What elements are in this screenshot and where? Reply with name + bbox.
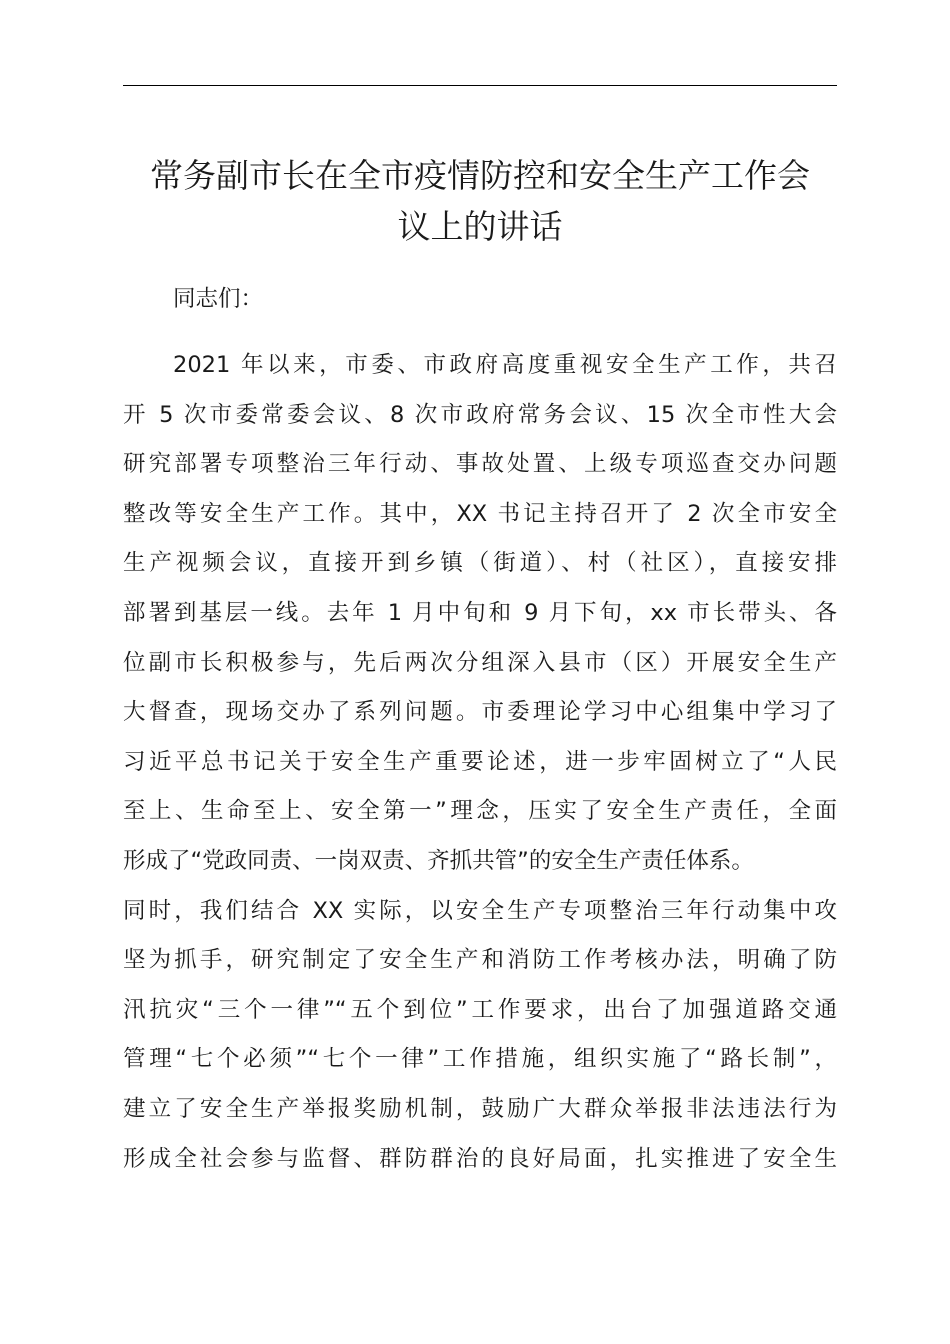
body-paragraph [123,348,837,1191]
body-line: 研究部署专项整治三年行动、事故处置、上级专项巡查交办问题 [123,451,837,478]
body-line: 开 5 次市委常委会议、8 次市政府常务会议、15 次全市性大会 [123,401,837,428]
body-line: 管理“七个必须”“七个一律”工作措施，组织实施了“路长制”， [123,1046,837,1073]
body-line: 形成全社会参与监督、群防群治的良好局面，扎实推进了安全生 [123,1145,837,1172]
title-line-2: 议上的讲话 [397,207,563,246]
body-line: 位副市长积极参与，先后两次分组深入县市（区）开展安全生产 [123,649,837,676]
body-line: 习近平总书记关于安全生产重要论述，进一步牢固树立了“人民 [123,748,837,775]
body-line: 大督查，现场交办了系列问题。市委理论学习中心组集中学习了 [123,699,837,726]
body-line: 建立了安全生产举报奖励机制，鼓励广大群众举报非法违法行为 [123,1095,837,1122]
body-line: 同时，我们结合 XX 实际，以安全生产专项整治三年行动集中攻 [123,897,837,924]
document-title [110,150,850,252]
body-line: 生产视频会议，直接开到乡镇（街道）、村（社区），直接安排 [123,550,837,577]
body-line: 整改等安全生产工作。其中，XX 书记主持召开了 2 次全市安全 [123,500,837,527]
body-line: 形成了“党政同责、一岗双责、齐抓共管”的安全生产责任体系。 [123,847,754,874]
body-line: 坚为抓手，研究制定了安全生产和消防工作考核办法，明确了防 [123,947,837,974]
salutation: 同志们： [173,286,264,312]
body-line: 汛抗灾“三个一律”“五个到位”工作要求，出台了加强道路交通 [123,996,837,1023]
body-line: 至上、生命至上、安全第一”理念，压实了安全生产责任，全面 [123,798,837,825]
body-line: 2021 年以来，市委、市政府高度重视安全生产工作，共召 [173,352,837,378]
title-line-1: 常务副市长在全市疫情防控和安全生产工作会 [150,156,810,195]
header-rule [123,85,837,86]
body-line: 部署到基层一线。去年 1 月中旬和 9 月下旬，xx 市长带头、各 [123,599,837,626]
